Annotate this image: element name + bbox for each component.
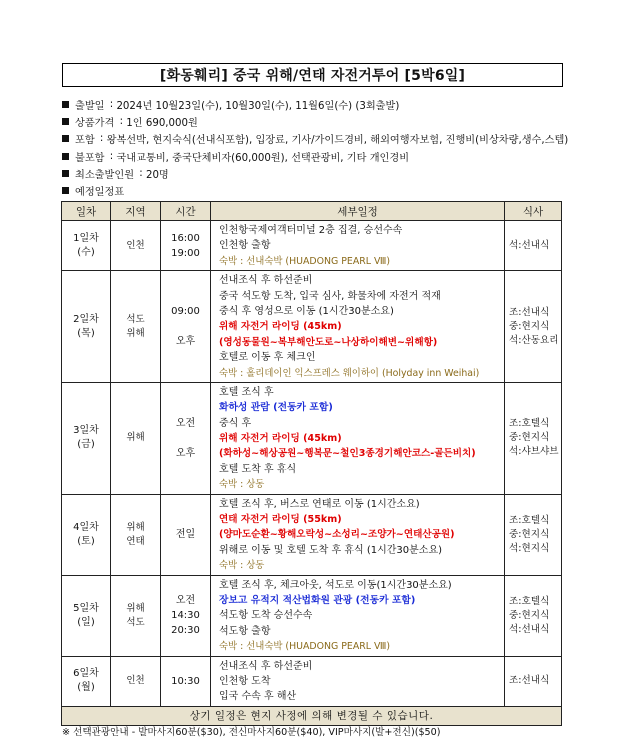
detail-cell [211,494,505,575]
accommodation-line: 숙박 : 홀리데이인 익스프레스 웨이하이 (Holyday inn Weihai) [219,367,480,379]
itinerary-line: 호텔 조식 후, 체크아웃, 석도로 이동(1시간30분소요) [219,579,452,591]
itinerary-line: 인천항 도착 [219,675,271,687]
time-cell [161,382,211,494]
region-cell [111,494,161,575]
info-item: 출발일 : 2024년 10월23일(수), 10월30일(수), 11월6일(수) (3회출발) [62,96,582,113]
meal-cell-line: 석:선내식 [509,623,550,635]
table-row [62,271,562,383]
day-cell [62,494,111,575]
accommodation-line: 숙박 : 상동 [219,560,265,572]
meal-cell-line: 조:호텔식 [509,418,550,430]
time-cell-line: 20:30 [171,625,200,637]
time-cell-line: 전일 [175,529,196,541]
meal-cell-line: 석:선내식 [509,239,550,251]
sightseeing-line: 장보고 유적지 적산법화원 관광 (전동카 포함) [219,594,416,606]
optional-tour-note: ※ 선택관광안내 - 발마사지60분($30), 전신마사지60분($40), VIP마사지(발+전신)($50) [62,727,441,738]
riding-line: 위해 자전거 라이딩 (45km) [219,321,342,333]
day-cell-line: (금) [77,439,95,451]
accommodation-line: 숙박 : 상동 [219,479,265,491]
meal-cell-line: 중:현지식 [509,320,550,332]
riding-line: (화하성~해상공원~행복문~철인3종경기해안코스-골든비치) [219,448,476,460]
itinerary-line: 선내조식 후 하선준비 [219,275,313,287]
meal-cell-line: 조:선내식 [509,306,550,318]
meal-cell-line: 석:산동요리 [509,334,559,346]
time-cell-line: 오후 [175,336,196,348]
day-cell [62,221,111,271]
region-cell-line: 위해 [126,602,145,614]
itinerary-line: 호텔로 이동 후 체크인 [219,352,316,364]
day-cell-line: (수) [77,246,95,258]
region-cell-line: 석도 [126,616,145,628]
region-cell [111,382,161,494]
table-row [62,656,562,706]
itinerary-line: 호텔 조식 후 [219,386,274,398]
day-cell-line: 3일차 [73,425,99,437]
time-cell-line [161,431,210,446]
itinerary-line: 위해로 이동 및 호텔 도착 후 휴식 (1시간30분소요) [219,544,443,556]
time-cell [161,221,211,271]
table-row [62,494,562,575]
meal-cell [505,221,562,271]
region-cell-line: 인천 [126,675,145,687]
day-cell-line: 1일차 [73,232,99,244]
time-cell-line: 오전 [175,417,196,429]
day-cell [62,271,111,383]
itinerary-line: 석도항 출항 [219,625,271,637]
time-cell [161,575,211,656]
time-cell-line: 오전 [175,595,196,607]
region-cell-line: 위해 [126,432,145,444]
meal-cell-line: 중:현지식 [509,432,550,444]
square-bullet-icon [62,170,69,177]
table-row [62,575,562,656]
table-row [62,382,562,494]
day-cell [62,575,111,656]
time-cell-line: 10:30 [171,675,200,687]
time-cell-line: 16:00 [171,232,200,244]
itinerary-line: 호텔 도착 후 휴식 [219,463,297,475]
day-cell [62,382,111,494]
region-cell [111,656,161,706]
table-footer-row [62,706,562,725]
itinerary-line: 중식 후 영성으로 이동 (1시간30분소요) [219,305,394,317]
info-item: 불포함 : 국내교통비, 중국단체비자(60,000원), 선택관광비, 기타 개인경비 [62,148,582,165]
accommodation-line: 숙박 : 선내숙박 (HUADONG PEARL Ⅷ) [219,641,390,653]
page-title: [화동훼리] 중국 위해/연태 자전거투어 [5박6일] [62,63,563,87]
meal-cell-line: 조:호텔식 [509,595,550,607]
square-bullet-icon [62,101,69,108]
accommodation-line: 숙박 : 선내숙박 (HUADONG PEARL Ⅷ) [219,255,390,267]
meal-cell [505,382,562,494]
time-cell-line [161,319,210,334]
table-header-row [62,202,562,221]
table-row [62,221,562,271]
detail-cell [211,271,505,383]
region-cell-line: 인천 [126,239,145,251]
day-cell-line: 4일차 [73,521,99,533]
region-cell-line: 위해 [126,327,145,339]
region-cell-line: 위해 [126,521,145,533]
header-meal: 식사 [505,202,562,221]
info-list [62,96,582,199]
riding-line: (양마도순환~황해오락성~소성리~조양가~연태산공원) [219,529,455,541]
square-bullet-icon [62,135,69,142]
time-cell-line: 14:30 [171,610,200,622]
detail-cell [211,656,505,706]
info-item: 상품가격 : 1인 690,000원 [62,113,582,130]
region-cell-line: 석도 [126,313,145,325]
info-item: 포함 : 왕복선박, 현지숙식(선내식포함), 입장료, 기사/가이드경비, 해외여행자보험, 진행비(비상차량,생수,스텝) [62,130,582,147]
itinerary-line: 호텔 조식 후, 버스로 연태로 이동 (1시간소요) [219,498,420,510]
meal-cell [505,494,562,575]
square-bullet-icon [62,187,69,194]
square-bullet-icon [62,153,69,160]
itinerary-line: 인천항국제여객터미널 2층 집결, 승선수속 [219,225,403,236]
region-cell [111,271,161,383]
square-bullet-icon [62,118,69,125]
detail-cell [211,575,505,656]
meal-cell [505,575,562,656]
header-day: 일차 [62,202,111,221]
detail-cell [211,382,505,494]
time-cell [161,494,211,575]
header-region: 지역 [111,202,161,221]
day-cell-line: (목) [77,327,95,339]
sightseeing-line: 화하성 관람 (전동카 포함) [219,402,333,414]
time-cell-line: 오후 [175,447,196,459]
meal-cell-line: 중:현지식 [509,609,550,621]
day-cell-line: 2일차 [73,313,99,325]
time-cell [161,656,211,706]
header-detail: 세부일정 [211,202,505,221]
day-cell-line: 6일차 [73,668,99,680]
itinerary-line: 인천항 출항 [219,240,271,252]
region-cell [111,575,161,656]
schedule-table [61,201,562,726]
region-cell [111,221,161,271]
itinerary-line: 선내조식 후 하선준비 [219,660,313,672]
day-cell-line: (월) [77,682,95,694]
time-cell-line: 19:00 [171,247,200,259]
riding-line: 위해 자전거 라이딩 (45km) [219,433,342,445]
time-cell [161,271,211,383]
day-cell-line: (토) [77,535,95,547]
riding-line: (영성동물원~복부해안도로~나상하이해변~위해항) [219,336,438,348]
day-cell-line: 5일차 [73,602,99,614]
info-item: 예정일정표 [62,182,582,199]
meal-cell-line: 중:현지식 [509,528,550,540]
time-cell-line: 09:00 [171,306,200,318]
meal-cell-line: 조:선내식 [509,675,550,687]
header-time: 시간 [161,202,211,221]
footer-notice: 상기 일정은 현지 사정에 의해 변경될 수 있습니다. [62,706,562,725]
meal-cell-line: 석:현지식 [509,542,550,554]
day-cell [62,656,111,706]
riding-line: 연태 자전거 라이딩 (55km) [219,514,342,526]
meal-cell-line: 조:호텔식 [509,514,550,526]
detail-cell [211,221,505,271]
meal-cell-line: 석:샤브샤브 [509,446,559,458]
itinerary-line: 석도항 도착 승선수속 [219,610,313,622]
info-item: 최소출발인원 : 20명 [62,165,582,182]
meal-cell [505,656,562,706]
region-cell-line: 연태 [126,535,145,547]
itinerary-line: 중국 석도항 도착, 입국 심사, 화물차에 자전거 적재 [219,290,441,302]
itinerary-line: 입국 수속 후 해산 [219,691,297,703]
itinerary-line: 중식 후 [219,417,252,429]
day-cell-line: (일) [77,616,95,628]
meal-cell [505,271,562,383]
